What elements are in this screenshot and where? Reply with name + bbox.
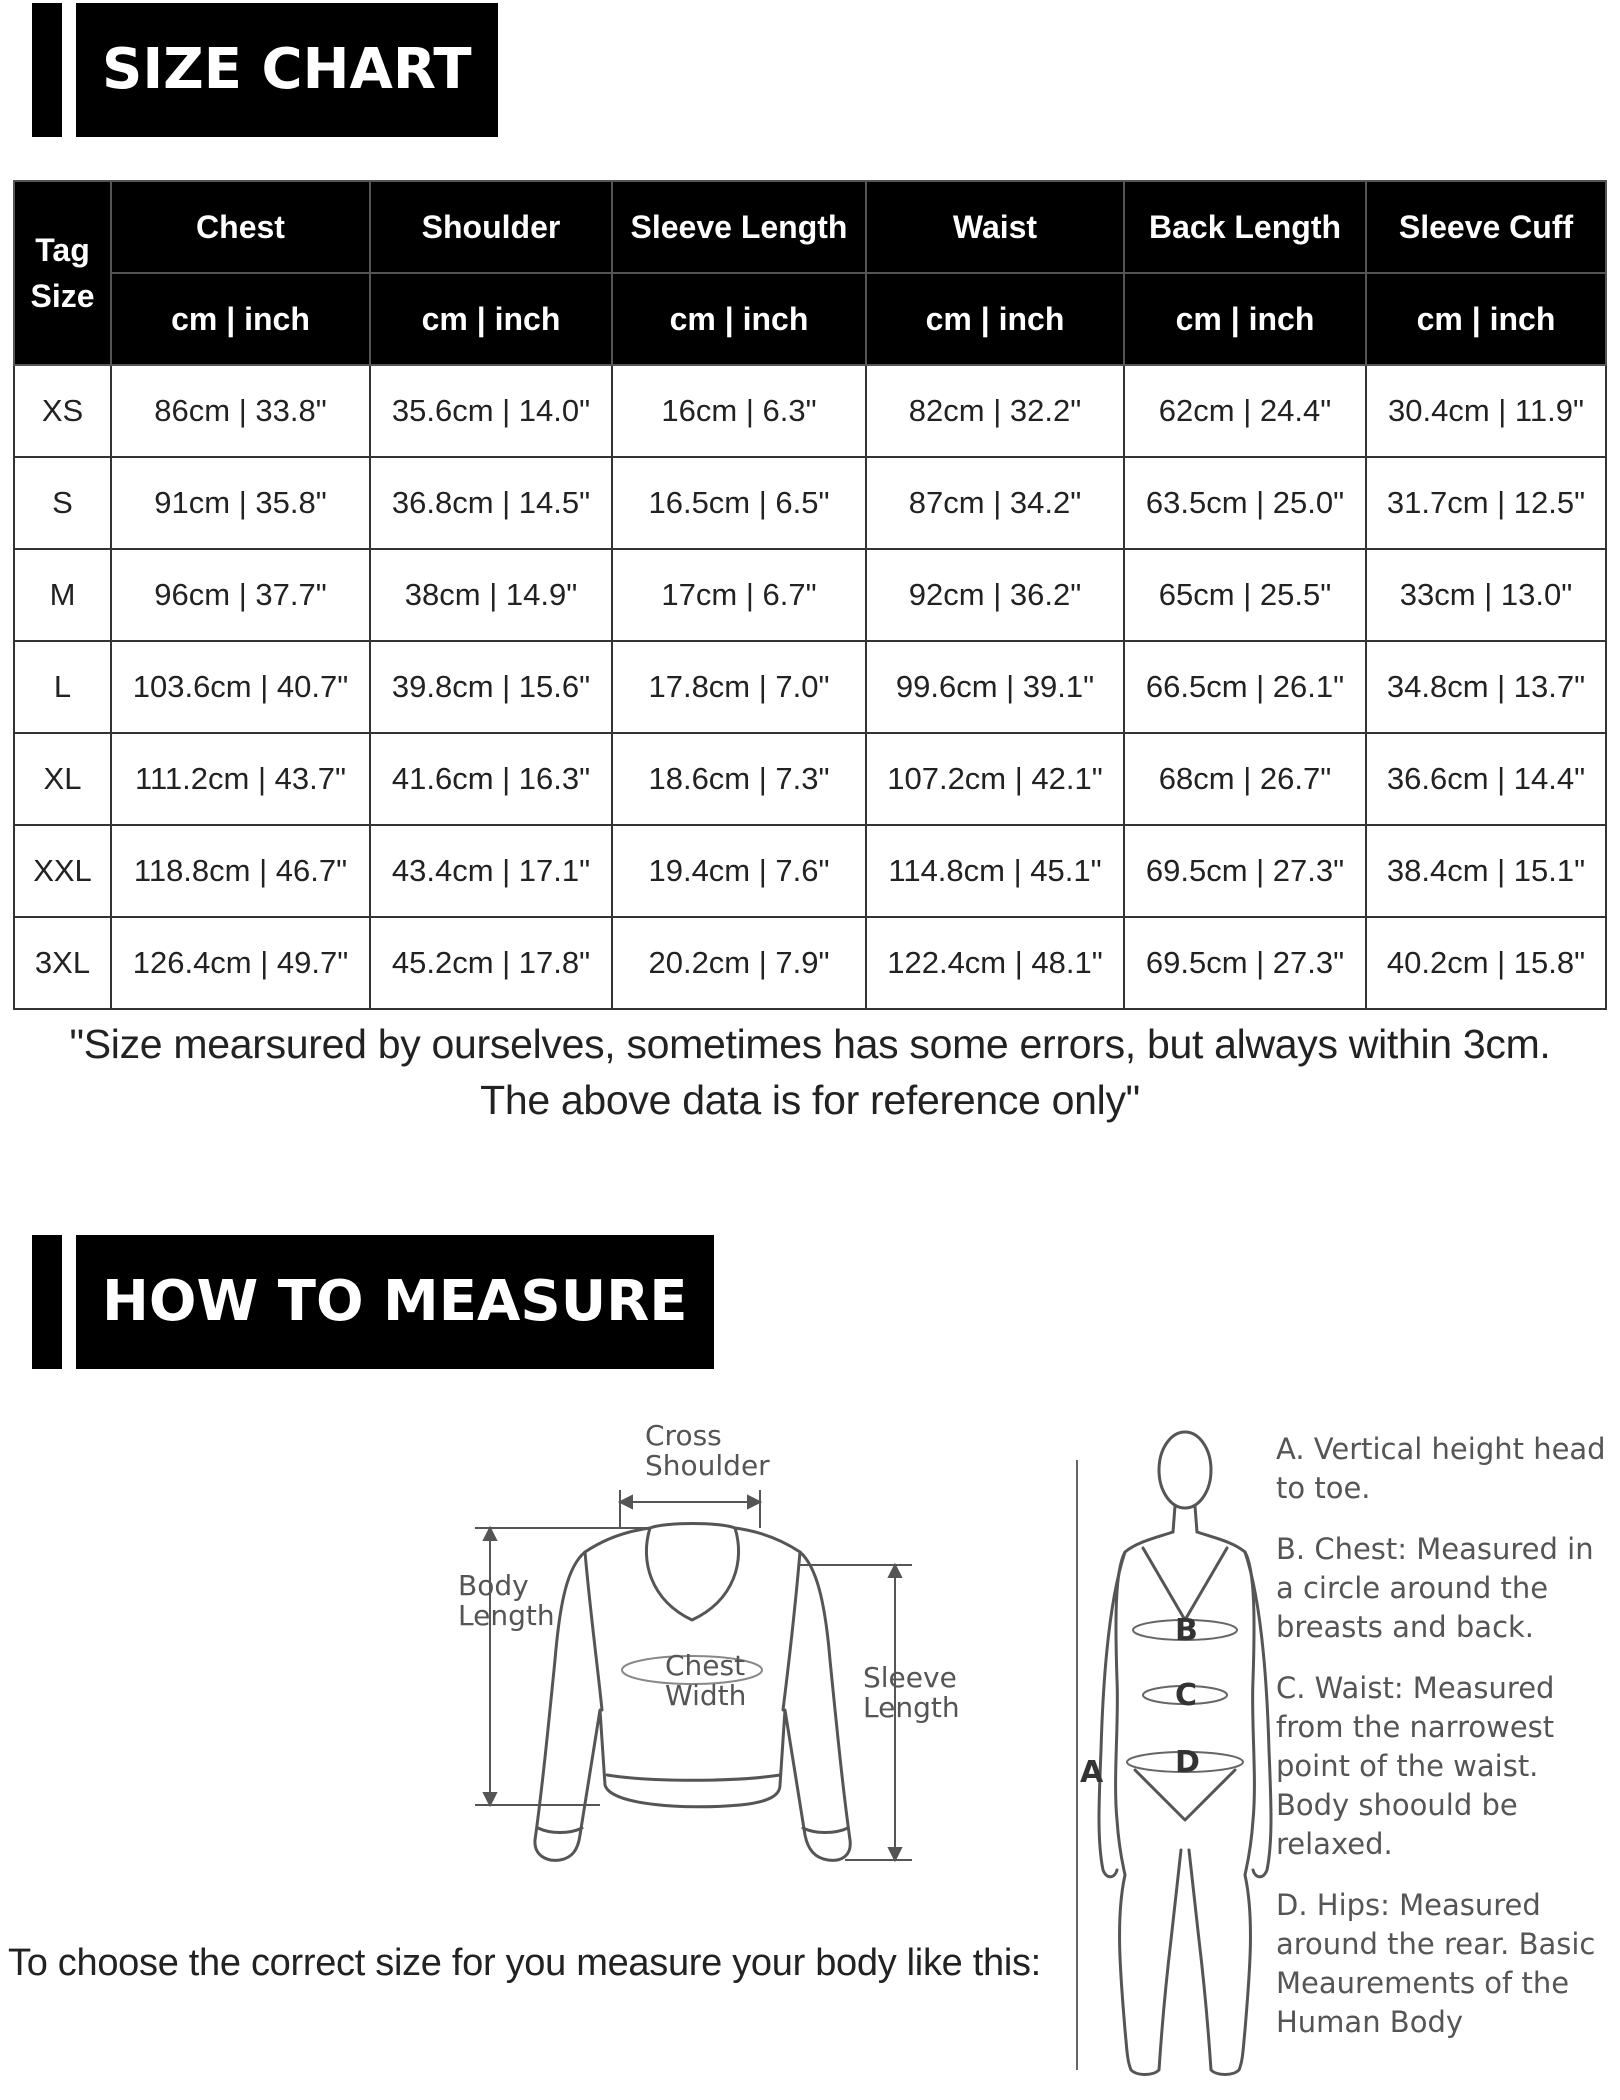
left-cuff	[538, 1828, 582, 1833]
garment-measure-diagram	[450, 1410, 990, 1890]
column-header-sleeve-length: Sleeve Length	[612, 181, 866, 273]
how-to-measure-title: HOW TO MEASURE	[76, 1235, 714, 1369]
table-cell: 31.7cm | 12.5"	[1366, 457, 1606, 549]
chest-width-label: Width	[665, 1679, 747, 1712]
column-header-back-length: Back Length	[1124, 181, 1366, 273]
table-cell: 41.6cm | 16.3"	[370, 733, 612, 825]
header-accent-bar	[32, 3, 62, 137]
table-cell: 17cm | 6.7"	[612, 549, 866, 641]
size-cell: XXL	[14, 825, 111, 917]
table-cell: 107.2cm | 42.1"	[866, 733, 1124, 825]
header-accent-bar	[32, 1235, 62, 1369]
table-row	[14, 917, 1606, 1009]
unit-label: cm | inch	[1366, 273, 1606, 365]
table-row	[14, 365, 1606, 457]
table-unit-row	[14, 273, 1606, 365]
column-header-shoulder: Shoulder	[370, 181, 612, 273]
table-cell: 87cm | 34.2"	[866, 457, 1124, 549]
table-cell: 63.5cm | 25.0"	[1124, 457, 1366, 549]
table-cell: 35.6cm | 14.0"	[370, 365, 612, 457]
measurement-legend	[1276, 1430, 1616, 2064]
table-cell: 62cm | 24.4"	[1124, 365, 1366, 457]
table-cell: 103.6cm | 40.7"	[111, 641, 370, 733]
table-cell: 122.4cm | 48.1"	[866, 917, 1124, 1009]
sleeve-length-label: Sleeve	[863, 1661, 957, 1694]
choose-size-instruction: To choose the correct size for you measure your body like this:	[8, 1942, 1041, 1984]
right-sleeve-seam	[783, 1552, 800, 1710]
size-cell: L	[14, 641, 111, 733]
body-length-label: Body	[458, 1569, 529, 1602]
table-cell: 33cm | 13.0"	[1366, 549, 1606, 641]
table-cell: 91cm | 35.8"	[111, 457, 370, 549]
unit-label: cm | inch	[866, 273, 1124, 365]
table-row	[14, 549, 1606, 641]
tag-size-header-line1: Tag	[35, 232, 90, 268]
table-cell: 45.2cm | 17.8"	[370, 917, 612, 1009]
table-cell: 114.8cm | 45.1"	[866, 825, 1124, 917]
cross-shoulder-label: Cross	[645, 1419, 722, 1452]
body-length-label: Length	[458, 1599, 555, 1632]
size-cell: S	[14, 457, 111, 549]
note-line-2: The above data is for reference only"	[480, 1077, 1140, 1123]
table-cell: 39.8cm | 15.6"	[370, 641, 612, 733]
table-cell: 17.8cm | 7.0"	[612, 641, 866, 733]
unit-label: cm | inch	[370, 273, 612, 365]
table-cell: 92cm | 36.2"	[866, 549, 1124, 641]
body-measure-figure	[1075, 1420, 1275, 2085]
left-sleeve-seam	[585, 1552, 602, 1710]
table-cell: 126.4cm | 49.7"	[111, 917, 370, 1009]
table-cell: 16.5cm | 6.5"	[612, 457, 866, 549]
chest-width-label: Chest	[665, 1649, 746, 1682]
unit-label: cm | inch	[111, 273, 370, 365]
table-cell: 36.6cm | 14.4"	[1366, 733, 1606, 825]
size-chart-title: SIZE CHART	[76, 3, 498, 137]
table-cell: 19.4cm | 7.6"	[612, 825, 866, 917]
tag-size-header	[14, 181, 111, 365]
figure-head	[1159, 1432, 1211, 1508]
table-row	[14, 733, 1606, 825]
table-row	[14, 641, 1606, 733]
column-header-sleeve-cuff: Sleeve Cuff	[1366, 181, 1606, 273]
table-cell: 38cm | 14.9"	[370, 549, 612, 641]
table-cell: 36.8cm | 14.5"	[370, 457, 612, 549]
legend-item-c: C. Waist: Measured from the narrowest point of the waist. Body shoould be relaxed.	[1276, 1671, 1555, 1861]
sleeve-length-label: Length	[863, 1691, 960, 1724]
figure-left-side	[1116, 1532, 1181, 2075]
table-cell: 69.5cm | 27.3"	[1124, 825, 1366, 917]
table-cell: 30.4cm | 11.9"	[1366, 365, 1606, 457]
table-cell: 96cm | 37.7"	[111, 549, 370, 641]
table-cell: 20.2cm | 7.9"	[612, 917, 866, 1009]
table-cell: 40.2cm | 15.8"	[1366, 917, 1606, 1009]
table-cell: 118.8cm | 46.7"	[111, 825, 370, 917]
table-row	[14, 825, 1606, 917]
table-cell: 86cm | 33.8"	[111, 365, 370, 457]
marker-a: A	[1080, 1755, 1104, 1790]
table-cell: 16cm | 6.3"	[612, 365, 866, 457]
table-cell: 38.4cm | 15.1"	[1366, 825, 1606, 917]
marker-b: B	[1175, 1613, 1198, 1648]
table-cell: 82cm | 32.2"	[866, 365, 1124, 457]
legend-item-b: B. Chest: Measured in a circle around the breasts and back.	[1276, 1532, 1594, 1644]
size-chart-table	[13, 180, 1607, 1010]
table-cell: 66.5cm | 26.1"	[1124, 641, 1366, 733]
table-header-row	[14, 181, 1606, 273]
legend-item-d: D. Hips: Measured around the rear. Basic Meaurements of the Human Body	[1276, 1888, 1596, 2039]
table-cell: 34.8cm | 13.7"	[1366, 641, 1606, 733]
column-header-waist: Waist	[866, 181, 1124, 273]
table-cell: 68cm | 26.7"	[1124, 733, 1366, 825]
size-cell: XL	[14, 733, 111, 825]
table-cell: 43.4cm | 17.1"	[370, 825, 612, 917]
table-cell: 65cm | 25.5"	[1124, 549, 1366, 641]
cross-shoulder-label: Shoulder	[645, 1449, 770, 1482]
note-line-1: "Size mearsured by ourselves, sometimes has some errors, but always within 3cm.	[69, 1021, 1551, 1067]
table-cell: 99.6cm | 39.1"	[866, 641, 1124, 733]
unit-label: cm | inch	[1124, 273, 1366, 365]
marker-c: C	[1175, 1678, 1198, 1713]
unit-label: cm | inch	[612, 273, 866, 365]
measurement-note	[0, 1016, 1620, 1128]
table-row	[14, 457, 1606, 549]
size-cell: M	[14, 549, 111, 641]
size-cell: XS	[14, 365, 111, 457]
marker-d: D	[1175, 1745, 1200, 1780]
sweater-neckline	[646, 1528, 738, 1620]
table-cell: 111.2cm | 43.7"	[111, 733, 370, 825]
hem-band	[607, 1775, 780, 1780]
figure-right-side	[1189, 1532, 1254, 2075]
table-cell: 69.5cm | 27.3"	[1124, 917, 1366, 1009]
legend-item-a: A. Vertical height head to toe.	[1276, 1432, 1606, 1505]
table-cell: 18.6cm | 7.3"	[612, 733, 866, 825]
column-header-chest: Chest	[111, 181, 370, 273]
tag-size-header-line2: Size	[30, 278, 95, 314]
size-cell: 3XL	[14, 917, 111, 1009]
